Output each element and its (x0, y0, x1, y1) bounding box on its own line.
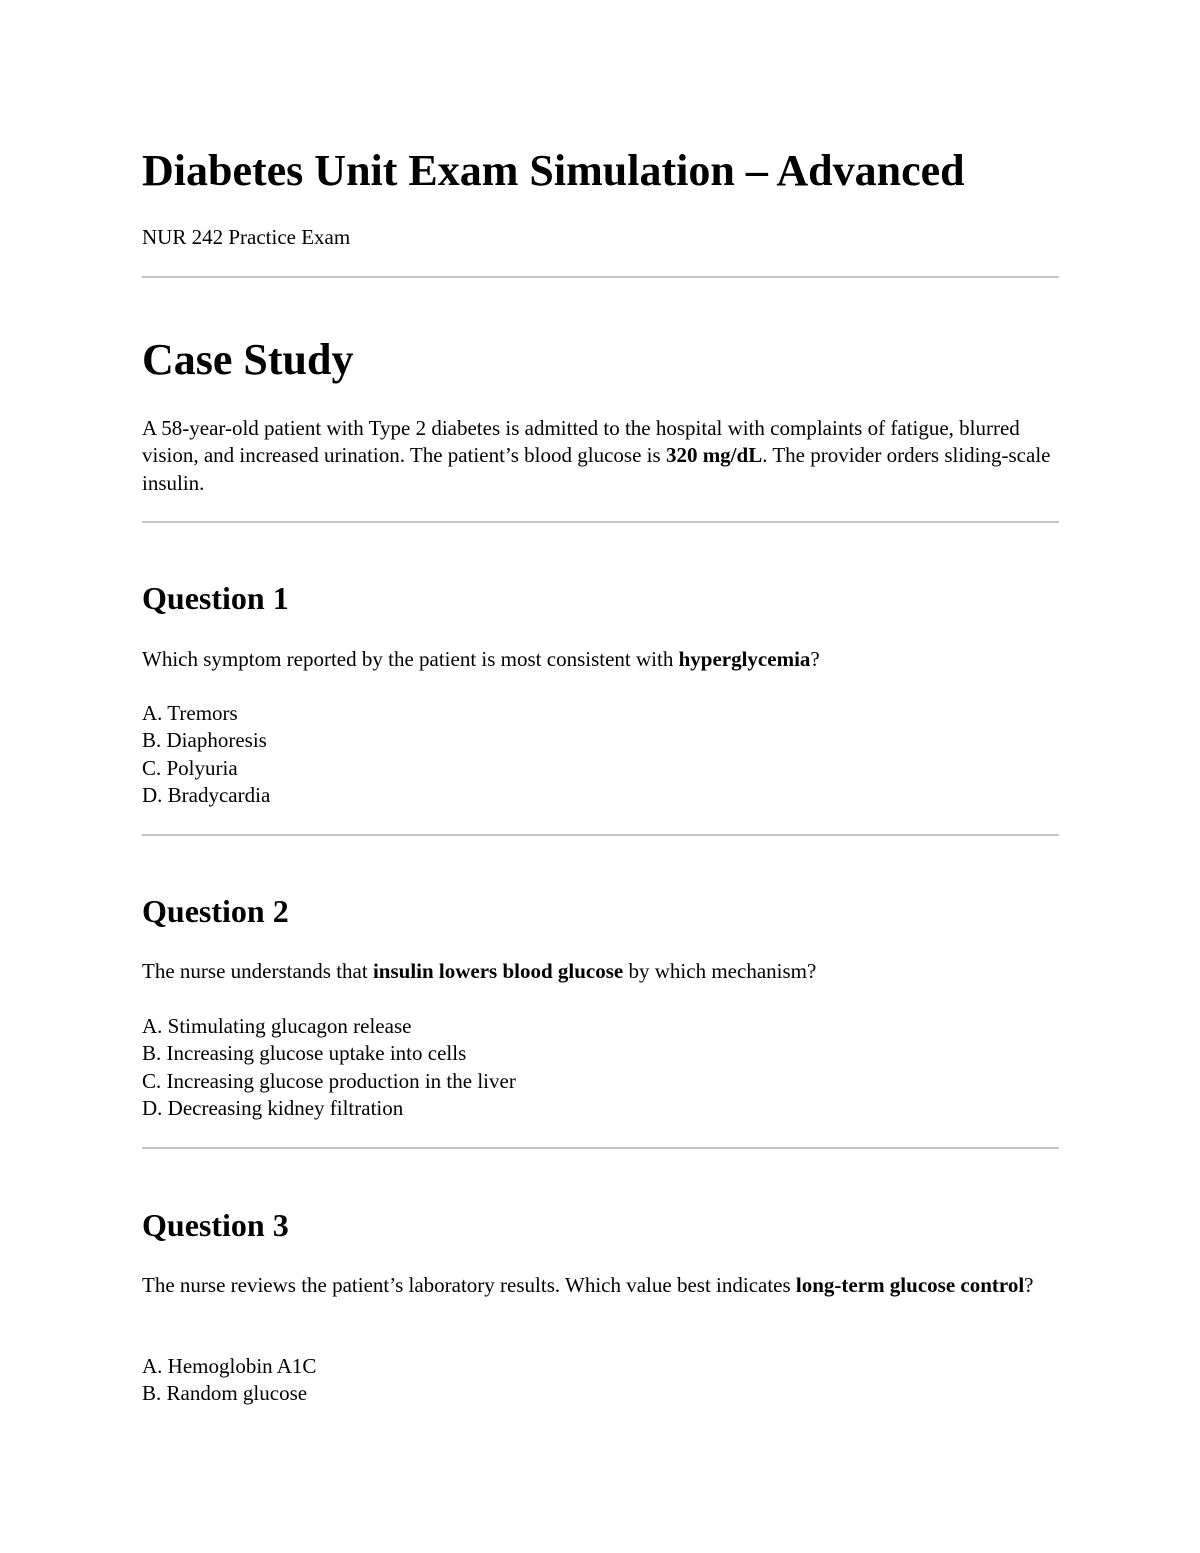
answer-option: D. Bradycardia (142, 782, 271, 807)
case-study-heading: Case Study (142, 335, 354, 384)
case-study-text (142, 415, 1059, 497)
question-1-heading: Question 1 (142, 580, 289, 616)
answer-option: C. Increasing glucose production in the liver (142, 1068, 516, 1093)
answer-option: B. Increasing glucose uptake into cells (142, 1041, 467, 1066)
question-3-heading: Question 3 (142, 1207, 289, 1243)
question-stem-part: Which symptom reported by the patient is most consistent with (142, 647, 679, 671)
answer-option: C. Polyuria (142, 755, 238, 780)
question-stem-emphasis: long-term glucose control (795, 1273, 1025, 1297)
question-stem-part: ? (1024, 1273, 1034, 1297)
answer-option: B. Random glucose (142, 1381, 308, 1406)
question-2-heading: Question 2 (142, 893, 289, 929)
question-stem-part: by which mechanism? (623, 959, 817, 983)
case-study-glucose-value: 320 mg/dL (665, 443, 763, 468)
case-study-text-part: A 58-year-old patient with Type 2 diabetes is admitted to the hospital with complaints of fatigue, blurred vision, and increased urination. The patient’s blood glucose is (142, 416, 1020, 468)
question-stem-part: The nurse understands that (142, 959, 373, 983)
divider (142, 834, 1059, 836)
question-stem-part: The nurse reviews the patient’s laboratory results. Which value best indicates (142, 1273, 796, 1297)
answer-option: D. Decreasing kidney filtration (142, 1095, 404, 1120)
divider (142, 1147, 1059, 1149)
answer-option: B. Diaphoresis (142, 728, 267, 753)
question-stem-emphasis: insulin lowers blood glucose (372, 959, 624, 983)
case-study-text-part: . The provider orders sliding-scale insulin. (142, 443, 1051, 495)
answer-option: A. Hemoglobin A1C (142, 1354, 317, 1378)
question-stem-part: ? (810, 647, 820, 671)
question-3-stem (142, 1272, 1059, 1299)
divider (142, 521, 1059, 523)
question-3-options (142, 1353, 316, 1408)
question-1-stem (142, 646, 1059, 673)
question-stem-emphasis: hyperglycemia (678, 647, 811, 671)
divider (142, 276, 1059, 278)
answer-option: A. Stimulating glucagon release (142, 1014, 412, 1038)
question-2-options (142, 1013, 516, 1122)
page-title: Diabetes Unit Exam Simulation – Advanced (142, 146, 965, 195)
answer-option: A. Tremors (142, 701, 238, 725)
question-2-stem (142, 958, 1059, 985)
page-subtitle: NUR 242 Practice Exam (142, 225, 351, 249)
question-1-options (142, 700, 270, 809)
